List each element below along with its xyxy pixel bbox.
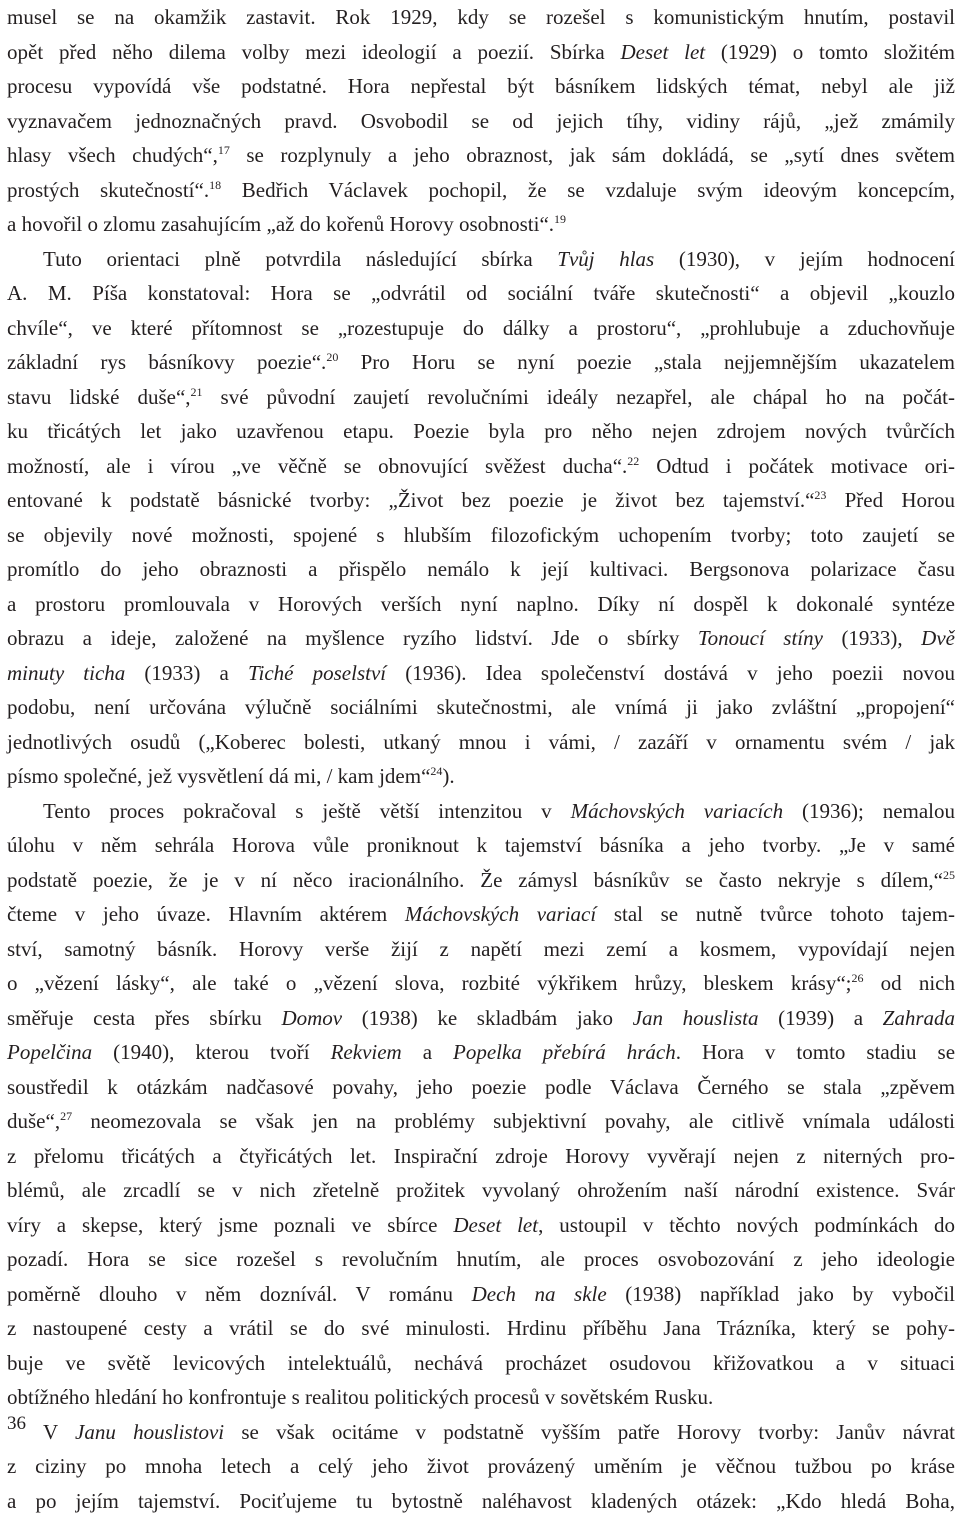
text-line bbox=[7, 725, 955, 760]
text-run: z ciziny po mnoha letech a celý jeho život provázený uměním je věčnou tužbou po kráse bbox=[7, 1454, 955, 1478]
text-line bbox=[7, 518, 955, 553]
text-line bbox=[7, 242, 955, 277]
text-run: základní rys básníkovy poezie“. bbox=[7, 350, 326, 374]
text-run: Tento proces pokračoval s ještě větší intenzitou v bbox=[43, 799, 571, 823]
text-line bbox=[7, 35, 955, 70]
text-run: pozadí. Hora se sice rozešel s revolučním hnutím, ale proces osvobozování z jeho ideologie bbox=[7, 1247, 955, 1271]
italic-title: Máchovských variacích bbox=[571, 799, 783, 823]
text-run: obtížného hledání ho konfrontuje s realitou politických procesů v sovětském Rusku. bbox=[7, 1385, 713, 1409]
footnote-ref: 17 bbox=[218, 143, 230, 157]
text-run: (1938) například jako by vybočil bbox=[607, 1282, 955, 1306]
text-run: ku třicátých let jako uzavřenou etapu. Poezie byla pro něho nejen zdrojem nových tvůrčích bbox=[7, 419, 955, 443]
text-line bbox=[7, 311, 955, 346]
text-line bbox=[7, 345, 955, 380]
italic-title: Dvě bbox=[921, 626, 955, 650]
text-run: promítlo do jeho obraznosti a přispělo nemálo k její kultivaci. Bergsonova polarizace času bbox=[7, 557, 955, 581]
text-run: podobu, není určována výlučně sociálními skutečnostmi, ale vnímá ji jako zvláštní „propojení“ bbox=[7, 695, 955, 719]
text-run: ). bbox=[442, 764, 454, 788]
text-run: , ustoupil v těchto nových podmínkách do bbox=[538, 1213, 955, 1237]
text-run: směřuje cesta přes sbírku bbox=[7, 1006, 281, 1030]
text-run: možností, ale i vírou „ve věčně se obnovující svěžest ducha“. bbox=[7, 454, 627, 478]
text-line bbox=[7, 1449, 955, 1484]
text-run: z přelomu třicátých a čtyřicátých let. Inspirační zdroje Horovy vyvěrají nejen z niterných pro- bbox=[7, 1144, 955, 1168]
text-run: (1929) o tomto složitém bbox=[705, 40, 955, 64]
text-run: Odtud i počátek motivace ori- bbox=[639, 454, 955, 478]
text-run: entované k podstatě básnické tvorby: „Život bez poezie je život bez tajemství.“ bbox=[7, 488, 814, 512]
text-run: V bbox=[43, 1420, 75, 1444]
text-line bbox=[7, 1311, 955, 1346]
footnote-ref: 26 bbox=[851, 971, 863, 985]
text-line bbox=[7, 656, 955, 691]
text-run: z nastoupené cesty a vrátil se do své minulosti. Hrdinu příběhu Jana Trázníka, který se pohy- bbox=[7, 1316, 955, 1340]
text-line bbox=[7, 794, 955, 829]
text-line bbox=[7, 1001, 955, 1036]
text-run: . Hora v tomto stadiu se bbox=[676, 1040, 955, 1064]
text-line bbox=[7, 207, 955, 242]
text-line bbox=[7, 552, 955, 587]
text-run: víry a skepse, který jsme poznali ve sbírce bbox=[7, 1213, 453, 1237]
text-line bbox=[7, 1277, 955, 1312]
text-run: se rozplynuly a jeho obraznost, jak sám dokládá, se „sytí dnes světem bbox=[230, 143, 955, 167]
text-line bbox=[7, 1035, 955, 1070]
italic-title: Janu houslistovi bbox=[75, 1420, 224, 1444]
text-line bbox=[7, 587, 955, 622]
footnote-ref: 21 bbox=[191, 385, 203, 399]
italic-title: Tiché poselství bbox=[248, 661, 386, 685]
footnote-ref: 18 bbox=[209, 178, 221, 192]
text-line bbox=[7, 932, 955, 967]
text-run: musel se na okamžik zastavit. Rok 1929, kdy se rozešel s komunistickým hnutím, postavil bbox=[7, 5, 955, 29]
text-run: stal se nutně tvůrce tohoto tajem- bbox=[596, 902, 955, 926]
text-run: Před Horou bbox=[826, 488, 955, 512]
italic-title: minuty ticha bbox=[7, 661, 125, 685]
italic-title: Deset let bbox=[621, 40, 706, 64]
page-number: 36 bbox=[7, 1413, 26, 1435]
text-run: A. M. Píša konstatoval: Hora se „odvrátil od sociální tváře skutečnosti“ a objevil „kouzlo bbox=[7, 281, 955, 305]
text-run: a bbox=[402, 1040, 453, 1064]
text-run: soustředil k otázkám nadčasové povahy, jeho poezie podle Václava Černého se stala „zpěvem bbox=[7, 1075, 955, 1099]
text-run: neomezovala se však jen na problémy subjektivní povahy, ale citlivě vnímala události bbox=[72, 1109, 955, 1133]
text-run: stavu lidské duše“, bbox=[7, 385, 191, 409]
text-run: se však ocitáme v podstatně vyšším patře Horovy tvorby: Janův návrat bbox=[224, 1420, 955, 1444]
text-line bbox=[7, 104, 955, 139]
text-run: o „vězení lásky“, ale také o „vězení slova, rozbité výkřikem hrůzy, bleskem krásy“; bbox=[7, 971, 851, 995]
text-line bbox=[7, 828, 955, 863]
text-run: jednotlivých osudů („Koberec bolesti, utkaný mnou i vámi, / zazáří v ornamentu svém / jak bbox=[7, 730, 955, 754]
italic-title: Tvůj hlas bbox=[557, 247, 654, 271]
footnote-ref: 25 bbox=[943, 868, 955, 882]
text-run: prostých skutečností“. bbox=[7, 178, 209, 202]
footnote-ref: 24 bbox=[430, 764, 442, 778]
text-run: opět před něho dilema volby mezi ideologií a poezií. Sbírka bbox=[7, 40, 621, 64]
text-line bbox=[7, 138, 955, 173]
text-run: čteme v jeho úvaze. Hlavním aktérem bbox=[7, 902, 405, 926]
text-line bbox=[7, 69, 955, 104]
italic-title: Máchovských variací bbox=[405, 902, 596, 926]
text-run: se objevily nové možnosti, spojené s hlubším filozofickým uchopením tvorby; toto zaujetí se bbox=[7, 523, 955, 547]
text-run: blémů, ale zrcadlí se v nich zřetelně prožitek vyvolaný ohrožením naší národní existence. Svár bbox=[7, 1178, 955, 1202]
text-run: (1933), bbox=[823, 626, 921, 650]
text-line bbox=[7, 1173, 955, 1208]
text-run: (1936). Idea společenství dostává v jeho poezii novou bbox=[386, 661, 955, 685]
text-line bbox=[7, 966, 955, 1001]
text-line bbox=[7, 1380, 955, 1415]
text-line bbox=[7, 897, 955, 932]
italic-title: Tonoucí stíny bbox=[698, 626, 823, 650]
italic-title: Rekviem bbox=[331, 1040, 402, 1064]
text-run: (1940), kterou tvoří bbox=[92, 1040, 330, 1064]
text-run: (1938) ke skladbám jako bbox=[342, 1006, 633, 1030]
text-run: podstatě poezie, že je v ní něco iracionálního. Že zámysl básníkův se často nekryje s dílem,“ bbox=[7, 868, 943, 892]
text-run: poměrně dlouho v něm doznívál. V románu bbox=[7, 1282, 472, 1306]
text-line bbox=[7, 759, 955, 794]
text-run: Pro Horu se nyní poezie „stala nejjemnějším ukazatelem bbox=[338, 350, 955, 374]
text-run: buje ve světě levicových intelektuálů, nechává procházet osudovou křižovatkou a v situaci bbox=[7, 1351, 955, 1375]
text-run: vyznavačem jednoznačných pravd. Osvobodil se od jejich tíhy, vidiny rájů, „jež zmámily bbox=[7, 109, 955, 133]
text-line bbox=[7, 1139, 955, 1174]
text-run: (1930), v jejím hodnocení bbox=[654, 247, 955, 271]
text-run: ství, samotný básník. Horovy verše žijí z napětí mezi zemí a kosmem, vypovídají nejen bbox=[7, 937, 955, 961]
italic-title: Dech na skle bbox=[472, 1282, 607, 1306]
text-line bbox=[7, 483, 955, 518]
text-line bbox=[7, 1415, 955, 1450]
text-run: od nich bbox=[863, 971, 955, 995]
text-line bbox=[7, 173, 955, 208]
text-run: obrazu a ideje, založené na myšlence ryzího lidství. Jde o sbírky bbox=[7, 626, 698, 650]
text-line bbox=[7, 276, 955, 311]
footnote-ref: 20 bbox=[326, 350, 338, 364]
text-line bbox=[7, 449, 955, 484]
text-run: a hovořil o zlomu zasahujícím „až do kořenů Horovy osobnosti“. bbox=[7, 212, 554, 236]
text-run: Bedřich Václavek pochopil, že se vzdaluje svým ideovým koncepcím, bbox=[221, 178, 955, 202]
text-line bbox=[7, 380, 955, 415]
italic-title: Deset let bbox=[453, 1213, 538, 1237]
italic-title: Zahrada bbox=[883, 1006, 955, 1030]
text-line bbox=[7, 0, 955, 35]
footnote-ref: 22 bbox=[627, 454, 639, 468]
text-run: duše“, bbox=[7, 1109, 60, 1133]
text-run: úlohu v něm sehrála Horova vůle proniknout k tajemství básníka a jeho tvorby. „Je v samé bbox=[7, 833, 955, 857]
text-run: své původní zaujetí revolučními ideály nezapřel, ale chápal ho na počát- bbox=[203, 385, 955, 409]
footnote-ref: 19 bbox=[554, 212, 566, 226]
italic-title: Jan houslista bbox=[633, 1006, 759, 1030]
text-run: (1939) a bbox=[758, 1006, 882, 1030]
text-run: (1933) a bbox=[125, 661, 248, 685]
text-run: hlasy všech chudých“, bbox=[7, 143, 218, 167]
text-run: (1936); nemalou bbox=[783, 799, 955, 823]
text-run: procesu vypovídá vše podstatné. Hora nepřestal být básníkem lidských témat, nebyl ale již bbox=[7, 74, 955, 98]
body-text bbox=[7, 0, 955, 1518]
footnote-ref: 23 bbox=[814, 488, 826, 502]
italic-title: Domov bbox=[281, 1006, 342, 1030]
text-run: Tuto orientaci plně potvrdila následující sbírka bbox=[43, 247, 557, 271]
text-line bbox=[7, 1242, 955, 1277]
footnote-ref: 27 bbox=[60, 1109, 72, 1123]
text-line bbox=[7, 1208, 955, 1243]
text-line bbox=[7, 1346, 955, 1381]
text-line bbox=[7, 1484, 955, 1518]
text-line bbox=[7, 1070, 955, 1105]
text-line bbox=[7, 690, 955, 725]
text-run: a prostoru promlouvala v Horových verších nyní naplno. Díky ní dospěl k dokonalé syntéze bbox=[7, 592, 955, 616]
text-run: písmo společné, jež vysvětlení dá mi, / kam jdem“ bbox=[7, 764, 430, 788]
text-run: chvíle“, ve které přítomnost se „rozestupuje do dálky a prostoru“, „prohlubuje a zduchovňuje bbox=[7, 316, 955, 340]
italic-title: Popelčina bbox=[7, 1040, 92, 1064]
text-run: a po jejím tajemství. Pociťujeme tu bytostně naléhavost kladených otázek: „Kdo hledá Boha, bbox=[7, 1489, 955, 1513]
text-line bbox=[7, 863, 955, 898]
text-line bbox=[7, 1104, 955, 1139]
text-line bbox=[7, 414, 955, 449]
text-line bbox=[7, 621, 955, 656]
italic-title: Popelka přebírá hrách bbox=[453, 1040, 676, 1064]
